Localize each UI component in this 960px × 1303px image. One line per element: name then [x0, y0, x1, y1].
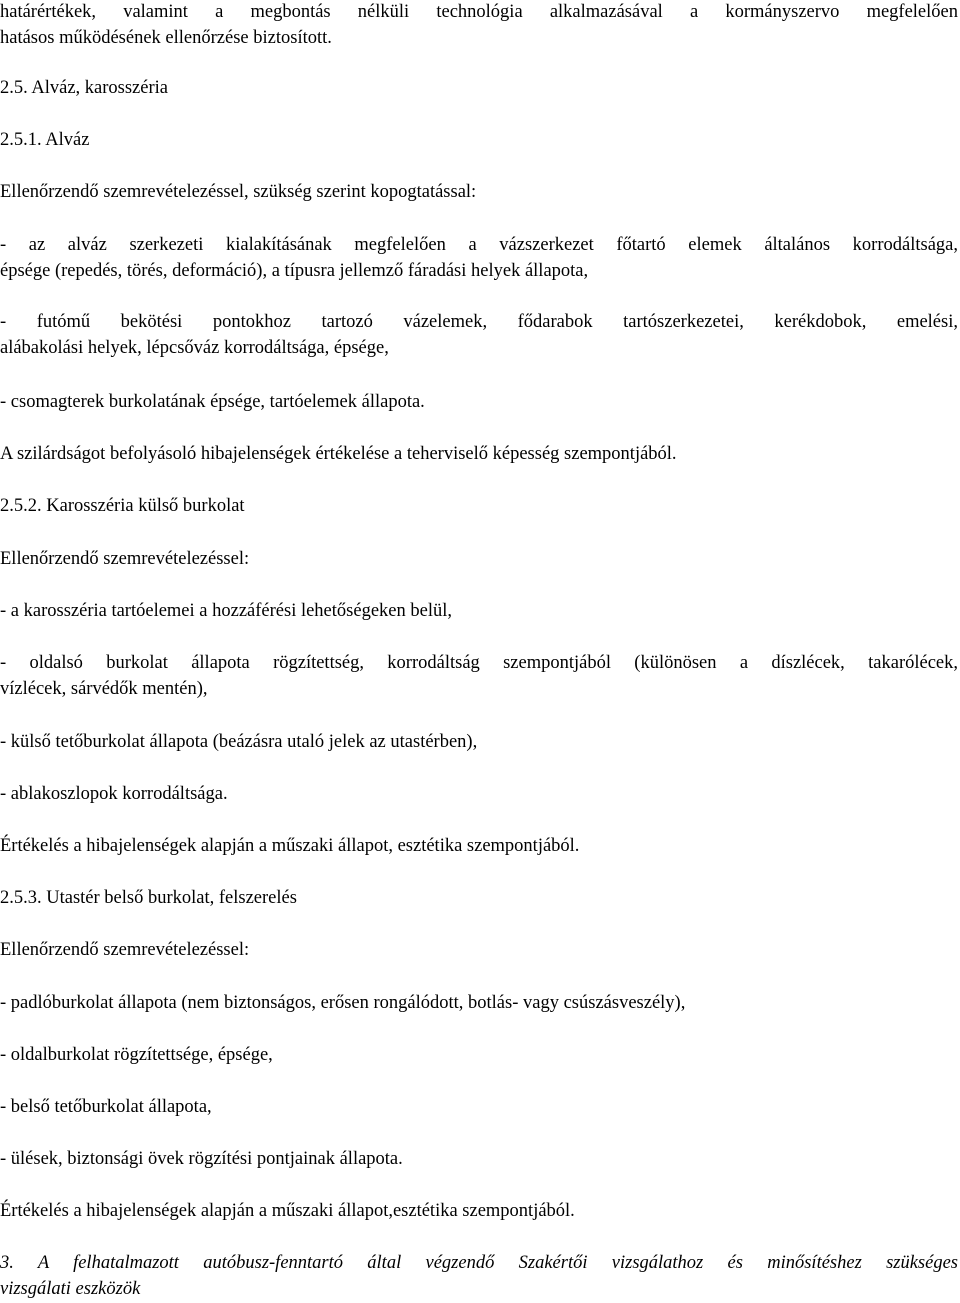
section-3-heading-line-1: 3. A felhatalmazott autóbusz-fenntartó által végzendő Szakértői vizsgálathoz és minősítéshez szükséges [0, 1253, 958, 1273]
section-2-5-1-evaluation: A szilárdságot befolyásoló hibajelenségek értékelése a teherviselő képesség szempontjából. [0, 444, 677, 464]
section-2-5-2-heading: 2.5.2. Karosszéria külső burkolat [0, 496, 245, 516]
section-2-5-2-item-2 [0, 650, 958, 702]
section-2-5-1-item-1-line-1: - az alváz szerkezeti kialakításának megfelelően a vázszerkezet főtartó elemek általános korrodáltsága, [0, 235, 958, 255]
section-2-5-1-item-1-line-2: épsége (repedés, törés, deformáció), a típusra jellemző fáradási helyek állapota, [0, 261, 589, 281]
section-3-heading-line-2: vizsgálati eszközök [0, 1279, 141, 1299]
section-2-5-2-item-2-line-2: vízlécek, sárvédők mentén), [0, 679, 208, 699]
section-2-5-3-item-3: - belső tetőburkolat állapota, [0, 1097, 212, 1117]
section-2-5-1-item-2 [0, 309, 958, 361]
section-2-5-1-item-2-line-2: alábakolási helyek, lépcsőváz korrodáltsága, épsége, [0, 338, 389, 358]
section-3-heading [0, 1250, 958, 1302]
section-2-5-2-evaluation: Értékelés a hibajelenségek alapján a műszaki állapot, esztétika szempontjából. [0, 836, 580, 856]
section-2-5-3-check: Ellenőrzendő szemrevételezéssel: [0, 940, 250, 960]
section-2-5-1-heading: 2.5.1. Alváz [0, 130, 90, 150]
section-2-5-2-item-2-line-1: - oldalsó burkolat állapota rögzítettség, korrodáltság szempontjából (különösen a díszlécek, takarólécek, [0, 653, 958, 673]
section-2-5-2-check: Ellenőrzendő szemrevételezéssel: [0, 549, 250, 569]
section-2-5-3-heading: 2.5.3. Utastér belső burkolat, felszerelés [0, 888, 297, 908]
section-2-5-3-item-1: - padlóburkolat állapota (nem biztonságos, erősen rongálódott, botlás- vagy csúszásveszély), [0, 993, 686, 1013]
intro-line-2: hatásos működésének ellenőrzése biztosított. [0, 28, 332, 48]
section-2-5-1-item-2-line-1: - futómű bekötési pontokhoz tartozó vázelemek, fődarabok tartószerkezetei, kerékdobok, emelési, [0, 312, 958, 332]
section-2-5-1-item-1 [0, 232, 958, 284]
intro-paragraph [0, 0, 958, 51]
intro-line-1: határértékek, valamint a megbontás nélküli technológia alkalmazásával a kormányszervo megfelelően [0, 2, 958, 22]
section-2-5-1-item-3: - csomagterek burkolatának épsége, tartóelemek állapota. [0, 392, 425, 412]
section-2-5-2-item-3: - külső tetőburkolat állapota (beázásra utaló jelek az utastérben), [0, 732, 478, 752]
section-2-5-heading: 2.5. Alváz, karosszéria [0, 78, 168, 98]
section-2-5-3-item-2: - oldalburkolat rögzítettsége, épsége, [0, 1045, 273, 1065]
section-2-5-3-item-4: - ülések, biztonsági övek rögzítési pontjainak állapota. [0, 1149, 403, 1169]
section-2-5-2-item-1: - a karosszéria tartóelemei a hozzáférési lehetőségeken belül, [0, 601, 452, 621]
section-2-5-3-evaluation: Értékelés a hibajelenségek alapján a műszaki állapot,esztétika szempontjából. [0, 1201, 575, 1221]
section-2-5-2-item-4: - ablakoszlopok korrodáltsága. [0, 784, 228, 804]
section-2-5-1-check: Ellenőrzendő szemrevételezéssel, szükség szerint kopogtatással: [0, 182, 477, 202]
